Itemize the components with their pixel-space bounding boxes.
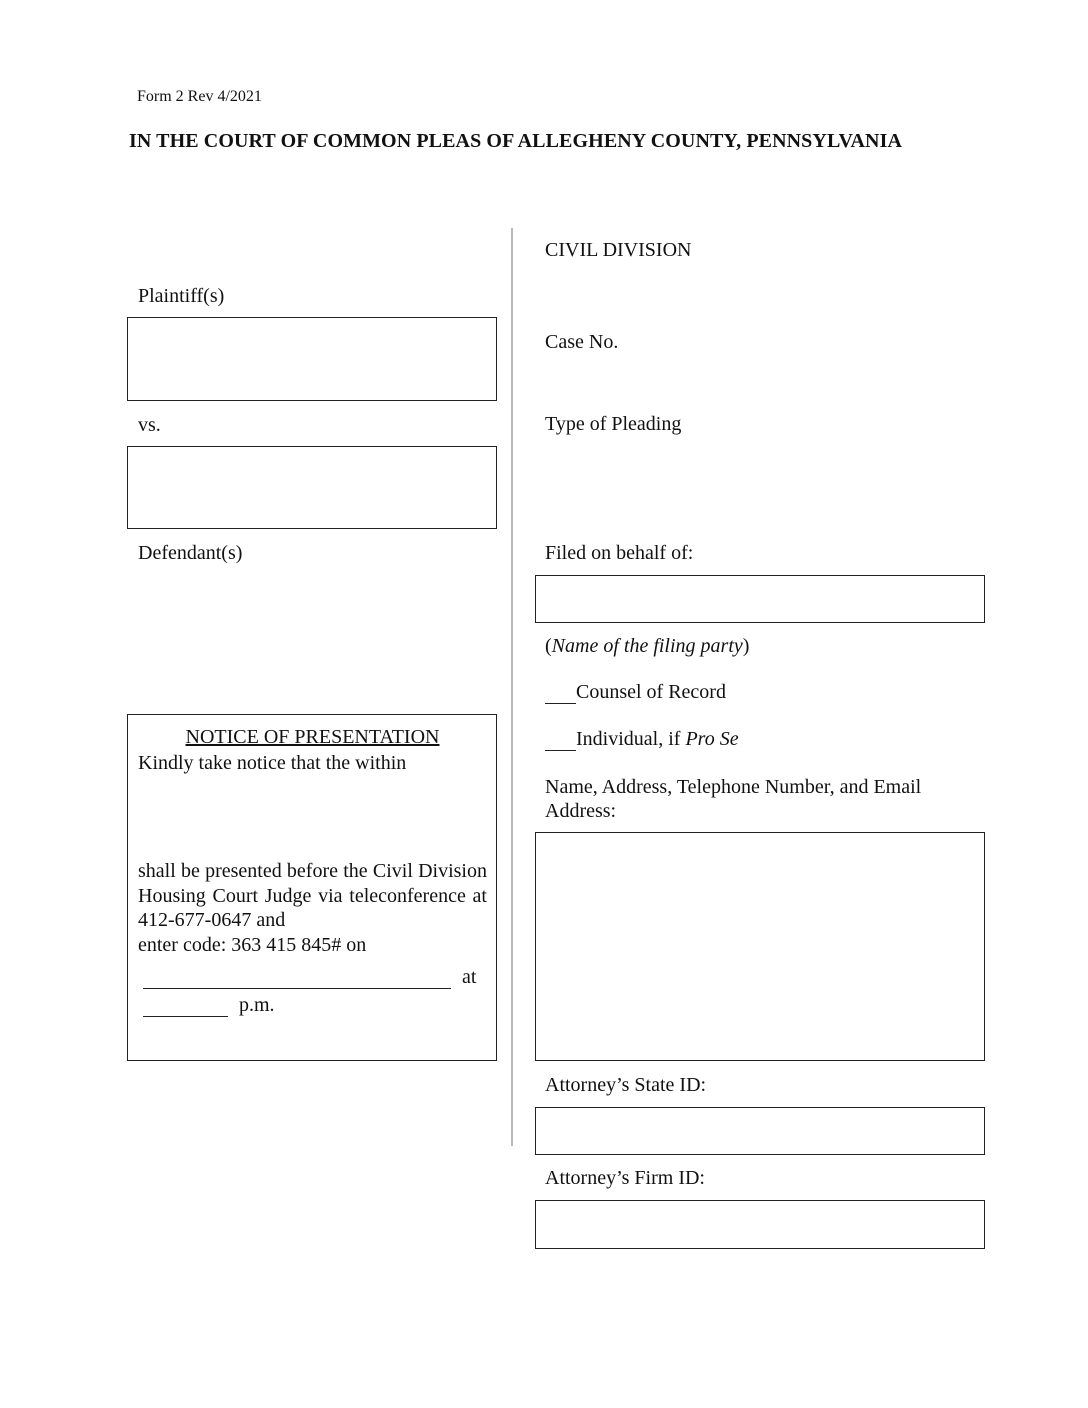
civil-division-label: CIVIL DIVISION — [545, 239, 692, 261]
pm-label: p.m. — [239, 994, 275, 1016]
case-no-label: Case No. — [545, 331, 619, 353]
counsel-option[interactable] — [545, 681, 726, 704]
contact-info-field[interactable] — [535, 832, 985, 1061]
time-row — [138, 994, 487, 1017]
column-divider — [511, 228, 513, 1146]
notice-body-text: shall be presented before the Civil Division Housing Court Judge via teleconference at 412-677-0647 and — [138, 860, 487, 931]
defendant-label: Defendant(s) — [138, 542, 243, 564]
filing-party-hint — [545, 635, 749, 658]
vs-label: vs. — [138, 414, 161, 436]
counsel-checkbox-blank[interactable] — [545, 683, 576, 704]
form-revision: Form 2 Rev 4/2021 — [137, 88, 262, 105]
filing-party-field[interactable] — [535, 575, 985, 623]
type-of-pleading-label: Type of Pleading — [545, 413, 682, 435]
state-id-label: Attorney’s State ID: — [545, 1074, 707, 1096]
date-row — [138, 966, 487, 989]
court-title: IN THE COURT OF COMMON PLEAS OF ALLEGHENY COUNTY, PENNSYLVANIA — [129, 130, 903, 152]
notice-body-last: enter code: 363 415 845# on — [138, 933, 367, 956]
notice-body — [138, 859, 487, 957]
at-label: at — [462, 966, 477, 988]
hint-open-paren: ( — [545, 635, 552, 657]
defendant-field[interactable] — [127, 446, 497, 529]
hint-close-paren: ) — [742, 635, 750, 657]
individual-checkbox-blank[interactable] — [545, 730, 576, 751]
contact-label — [545, 775, 921, 823]
plaintiff-field[interactable] — [127, 317, 497, 401]
pro-se-label: Pro Se — [685, 728, 739, 750]
notice-title: NOTICE OF PRESENTATION — [185, 726, 440, 748]
date-blank[interactable] — [143, 966, 451, 989]
firm-id-field[interactable] — [535, 1200, 985, 1249]
contact-label-line2: Address: — [545, 800, 617, 822]
filed-on-behalf-label: Filed on behalf of: — [545, 542, 694, 564]
individual-label: Individual, if — [576, 728, 686, 750]
counsel-label: Counsel of Record — [576, 681, 726, 703]
time-blank[interactable] — [143, 994, 228, 1017]
plaintiff-label: Plaintiff(s) — [138, 285, 225, 307]
state-id-field[interactable] — [535, 1107, 985, 1155]
notice-of-presentation-box — [127, 714, 497, 1061]
firm-id-label: Attorney’s Firm ID: — [545, 1167, 705, 1189]
contact-label-line1: Name, Address, Telephone Number, and Email — [545, 776, 922, 798]
notice-intro: Kindly take notice that the within — [138, 752, 407, 774]
hint-text: Name of the filing party — [551, 635, 743, 657]
individual-option[interactable] — [545, 728, 739, 751]
